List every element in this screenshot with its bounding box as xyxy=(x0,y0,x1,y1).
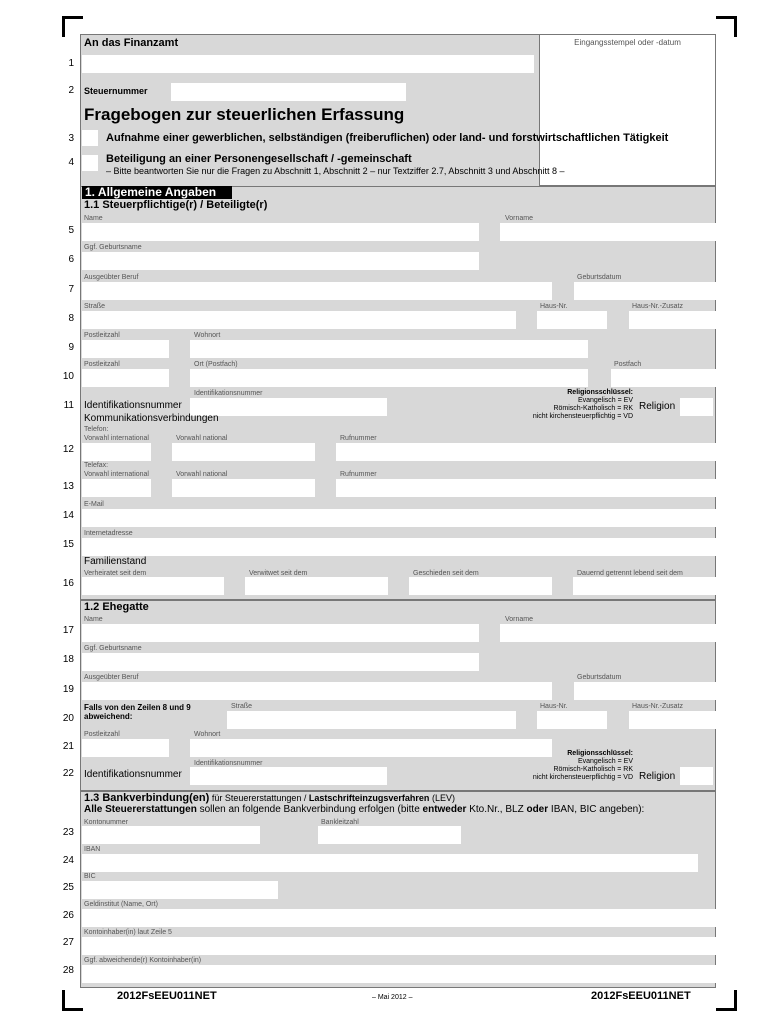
line-number: 27 xyxy=(62,937,74,948)
bic-label: BIC xyxy=(84,873,96,880)
instruction-bold1: Alle Steuererstattungen xyxy=(84,804,197,815)
ehe-geburtsdatum-input[interactable] xyxy=(574,682,716,700)
email-input[interactable] xyxy=(82,509,716,527)
internet-label: Internetadresse xyxy=(84,530,133,537)
ort-postfach-label: Ort (Postfach) xyxy=(194,361,238,368)
line-number: 7 xyxy=(68,284,74,295)
instruction-rest2: Kto.Nr., BLZ xyxy=(469,804,524,815)
line-number: 6 xyxy=(68,254,74,265)
getrennt-input[interactable] xyxy=(573,577,716,595)
section12-title: 1.2 Ehegatte xyxy=(84,601,149,613)
line-number: 22 xyxy=(62,768,74,779)
ehe-hausnr-label: Haus-Nr. xyxy=(540,703,568,710)
ehe-religion-key-vd: nicht kirchensteuerpflichtig = VD xyxy=(532,774,633,781)
inhaber-abw-label: Ggf. abweichende(r) Kontoinhaber(in) xyxy=(84,957,202,964)
beruf-input[interactable] xyxy=(82,282,552,300)
line-number: 10 xyxy=(62,371,74,382)
line-number: 17 xyxy=(62,625,74,636)
ehe-hausnr-input[interactable] xyxy=(537,711,607,729)
konto-label: Kontonummer xyxy=(84,819,128,826)
religion-key-rk: Römisch-Katholisch = RK xyxy=(553,405,633,412)
ehe-wohnort-label: Wohnort xyxy=(194,731,221,738)
line-number: 21 xyxy=(62,741,74,752)
institut-label: Geldinstitut (Name, Ort) xyxy=(84,901,158,908)
hausnr-input[interactable] xyxy=(537,311,607,329)
inhaber5-input[interactable] xyxy=(82,937,716,955)
telefon-vorwahl-nat-input[interactable] xyxy=(172,443,315,461)
telefax-vorwahl-int-input[interactable] xyxy=(82,479,151,497)
corner-mark-bottom-left xyxy=(62,990,83,1011)
idnr-label: Identifikationsnummer xyxy=(84,400,182,411)
religion-key-ev: Evangelisch = EV xyxy=(577,397,633,404)
postfach-input[interactable] xyxy=(611,369,716,387)
verheiratet-input[interactable] xyxy=(82,577,224,595)
familienstand-label: Familienstand xyxy=(84,556,147,567)
geschieden-label: Geschieden seit dem xyxy=(413,570,479,577)
line-number: 4 xyxy=(68,157,74,168)
line-number: 25 xyxy=(62,882,74,893)
instruction-bold3: oder xyxy=(526,804,549,815)
zusatz-input[interactable] xyxy=(629,311,716,329)
idnr-input[interactable] xyxy=(190,398,387,416)
religion-input[interactable] xyxy=(680,398,713,416)
corner-mark-top-right xyxy=(716,16,737,37)
line-number: 2 xyxy=(68,85,74,96)
geburtsname-label: Ggf. Geburtsname xyxy=(84,244,142,251)
section13-title-bold2: Lastschrifteinzugsverfahren xyxy=(308,793,430,803)
ehe-vorname-label: Vorname xyxy=(505,616,534,623)
section1-title: 1. Allgemeine Angaben xyxy=(82,186,232,199)
inhaber-abw-input[interactable] xyxy=(82,965,716,983)
fax-rufnummer-label: Rufnummer xyxy=(340,471,377,478)
section13-title-rest1: für Steuererstattungen / xyxy=(211,793,307,803)
instruction-rest1: sollen an folgende Bankverbindung erfolgen (bitte xyxy=(199,804,420,815)
plz-postfach-input[interactable] xyxy=(82,369,169,387)
line-number: 14 xyxy=(62,510,74,521)
stamp-box xyxy=(539,34,716,186)
ehe-religion-key xyxy=(480,750,633,782)
ehe-geburtsname-label: Ggf. Geburtsname xyxy=(84,645,142,652)
zusatz-label: Haus-Nr.-Zusatz xyxy=(632,303,683,310)
vorwahl-nat-label: Vorwahl national xyxy=(176,435,228,442)
ehe-religion-input[interactable] xyxy=(680,767,713,785)
line-number: 15 xyxy=(62,539,74,550)
line-number: 20 xyxy=(62,713,74,724)
section11-title: 1.1 Steuerpflichtige(r) / Beteiligte(r) xyxy=(84,199,268,211)
section13-instruction xyxy=(84,804,644,815)
vorname-input[interactable] xyxy=(500,223,716,241)
geschieden-input[interactable] xyxy=(409,577,552,595)
ort-postfach-input[interactable] xyxy=(190,369,588,387)
instruction-bold2: entweder xyxy=(422,804,467,815)
telefon-vorwahl-int-input[interactable] xyxy=(82,443,151,461)
ehe-religion-label: Religion xyxy=(639,771,676,782)
option2-note: – Bitte beantworten Sie nur die Fragen zu Abschnitt 1, Abschnitt 2 – nur Textziffer 2.7, Abschnitt 3 und Abschnitt 8 – xyxy=(106,166,565,176)
inhaber5-label: Kontoinhaber(in) laut Zeile 5 xyxy=(84,929,172,936)
section13-title-rest2: (LEV) xyxy=(431,793,455,803)
form-date: – Mai 2012 – xyxy=(372,994,413,1001)
form-code-right: 2012FsEEU011NET xyxy=(591,990,691,1002)
steuernummer-label: Steuernummer xyxy=(84,86,148,96)
option1-label: Aufnahme einer gewerblichen, selbständigen (freiberuflichen) oder land- und forstwirtschaftlichen Tätigkeit xyxy=(106,132,669,144)
strasse-label: Straße xyxy=(84,303,106,310)
plz-label: Postleitzahl xyxy=(84,332,120,339)
religion-key xyxy=(480,389,633,421)
section13-title xyxy=(84,792,455,804)
option2-label: Beteiligung an einer Personengesellschaft / -gemeinschaft xyxy=(106,153,412,165)
institut-input[interactable] xyxy=(82,909,716,927)
verheiratet-label: Verheiratet seit dem xyxy=(84,570,147,577)
geburtsdatum-input[interactable] xyxy=(574,282,716,300)
geburtsdatum-label: Geburtsdatum xyxy=(577,274,622,281)
ehe-zusatz-input[interactable] xyxy=(629,711,716,729)
line-number: 8 xyxy=(68,313,74,324)
telefon-rufnummer-input[interactable] xyxy=(336,443,716,461)
blz-input[interactable] xyxy=(318,826,461,844)
fax-vorwahl-int-label: Vorwahl international xyxy=(84,471,149,478)
email-label: E-Mail xyxy=(84,501,104,508)
line-number: 28 xyxy=(62,965,74,976)
wohnort-input[interactable] xyxy=(190,340,588,358)
ehe-vorname-input[interactable] xyxy=(500,624,716,642)
strasse-input[interactable] xyxy=(82,311,516,329)
ehe-abweichend-label: Falls von den Zeilen 8 und 9 abweichend: xyxy=(84,703,191,721)
plz-input[interactable] xyxy=(82,340,169,358)
vorwahl-int-label: Vorwahl international xyxy=(84,435,149,442)
wohnort-label: Wohnort xyxy=(194,332,221,339)
ehe-idnr-input[interactable] xyxy=(190,767,387,785)
line-number: 26 xyxy=(62,910,74,921)
ehe-beruf-label: Ausgeübter Beruf xyxy=(84,674,139,681)
form-title: Fragebogen zur steuerlichen Erfassung xyxy=(84,105,405,124)
internet-input[interactable] xyxy=(82,538,716,556)
option2-checkbox[interactable] xyxy=(82,155,98,171)
telefax-vorwahl-nat-input[interactable] xyxy=(172,479,315,497)
line-number: 5 xyxy=(68,225,74,236)
iban-label: IBAN xyxy=(84,846,101,853)
ehe-religion-key-rk: Römisch-Katholisch = RK xyxy=(553,766,633,773)
idnr-small-label: Identifikationsnummer xyxy=(194,390,263,397)
form-code-left: 2012FsEEU011NET xyxy=(117,990,217,1002)
ehe-plz-input[interactable] xyxy=(82,739,169,757)
finanzamt-label: An das Finanzamt xyxy=(84,37,179,49)
option1-checkbox[interactable] xyxy=(82,130,98,146)
iban-input[interactable] xyxy=(82,854,698,872)
rufnummer-label: Rufnummer xyxy=(340,435,377,442)
ehe-religion-key-title: Religionsschlüssel: xyxy=(567,750,633,757)
corner-mark-bottom-right xyxy=(716,990,737,1011)
telefax-rufnummer-input[interactable] xyxy=(336,479,716,497)
line-number: 1 xyxy=(68,58,74,69)
telefon-label: Telefon: xyxy=(84,426,109,433)
konto-input[interactable] xyxy=(82,826,260,844)
line-number: 11 xyxy=(63,400,74,411)
geburtsname-input[interactable] xyxy=(82,252,479,270)
ehe-name-input[interactable] xyxy=(82,624,479,642)
line-number: 13 xyxy=(62,481,74,492)
hausnr-label: Haus-Nr. xyxy=(540,303,568,310)
getrennt-label: Dauernd getrennt lebend seit dem xyxy=(577,570,683,577)
line-number: 19 xyxy=(62,684,74,695)
instruction-rest3: IBAN, BIC angeben): xyxy=(550,804,645,815)
ehe-strasse-label: Straße xyxy=(231,703,253,710)
line-number: 23 xyxy=(62,827,74,838)
fax-vorwahl-nat-label: Vorwahl national xyxy=(176,471,228,478)
blz-label: Bankleitzahl xyxy=(321,819,359,826)
line-number: 12 xyxy=(62,444,74,455)
line-number: 18 xyxy=(62,654,74,665)
line-number: 9 xyxy=(68,342,74,353)
ehe-name-label: Name xyxy=(84,616,103,623)
ehe-religion-key-ev: Evangelisch = EV xyxy=(577,758,633,765)
ehe-geburtsdatum-label: Geburtsdatum xyxy=(577,674,622,681)
telefax-label: Telefax: xyxy=(84,462,109,469)
vorname-label: Vorname xyxy=(505,215,534,222)
ehe-strasse-input[interactable] xyxy=(227,711,516,729)
religion-key-title: Religionsschlüssel: xyxy=(567,389,633,396)
ehe-geburtsname-input[interactable] xyxy=(82,653,479,671)
ehe-zusatz-label: Haus-Nr.-Zusatz xyxy=(632,703,683,710)
religion-label: Religion xyxy=(639,401,676,412)
verwitwet-label: Verwitwet seit dem xyxy=(249,570,308,577)
ehe-plz-label: Postleitzahl xyxy=(84,731,120,738)
line-number: 3 xyxy=(68,133,74,144)
beruf-label: Ausgeübter Beruf xyxy=(84,274,139,281)
name-label: Name xyxy=(84,215,103,222)
postfach-label: Postfach xyxy=(614,361,642,368)
name-input[interactable] xyxy=(82,223,479,241)
ehe-idnr-label: Identifikationsnummer xyxy=(84,769,182,780)
verwitwet-input[interactable] xyxy=(245,577,388,595)
kommunikation-label: Kommunikationsverbindungen xyxy=(84,413,219,424)
line-number: 24 xyxy=(62,855,74,866)
steuernummer-input[interactable] xyxy=(171,83,406,101)
finanzamt-input[interactable] xyxy=(82,55,534,73)
bic-input[interactable] xyxy=(82,881,278,899)
ehe-beruf-input[interactable] xyxy=(82,682,552,700)
plz-postfach-label: Postleitzahl xyxy=(84,361,120,368)
section13-title-bold: 1.3 Bankverbindung(en) xyxy=(84,792,210,804)
line-number: 16 xyxy=(62,578,74,589)
religion-key-vd: nicht kirchensteuerpflichtig = VD xyxy=(532,413,633,420)
separator-section12 xyxy=(80,599,716,601)
stamp-label: Eingangsstempel oder -datum xyxy=(574,38,681,47)
ehe-idnr-small-label: Identifikationsnummer xyxy=(194,760,263,767)
